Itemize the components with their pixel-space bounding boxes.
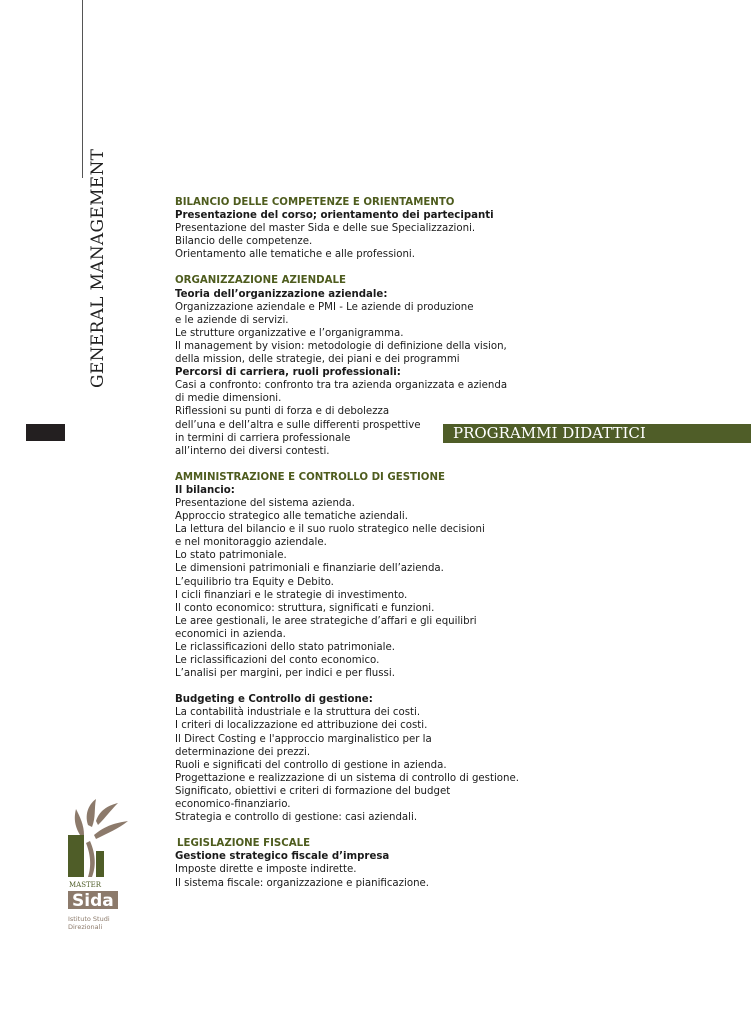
topic-line: Organizzazione aziendale e PMI - Le aziende di produzione — [175, 301, 474, 313]
topic-line: Significato, obiettivi e criteri di formazione del budget — [175, 785, 451, 797]
topic-line: della mission, delle strategie, dei piani e dei programmi — [175, 354, 460, 366]
topic-line: Imposte dirette e imposte indirette. — [175, 864, 357, 876]
sida-logo — [66, 795, 150, 935]
program-section — [175, 274, 520, 457]
topic-line: Le riclassificazioni dello stato patrimoniale. — [175, 642, 395, 653]
topic-line: La contabilità industriale e la struttura dei costi. — [175, 707, 421, 719]
topic-line: Le riclassificazioni del conto economico. — [175, 655, 380, 667]
topic-subheading: Teoria dell’organizzazione aziendale: — [175, 288, 388, 300]
section-heading: BILANCIO DELLE COMPETENZE E ORIENTAMENTO — [175, 197, 455, 208]
topic-line: economici in azienda. — [175, 628, 286, 640]
topic-line: I cicli finanziari e le strategie di investimento. — [175, 589, 408, 601]
topic-line: L’equilibrio tra Equity e Debito. — [175, 576, 334, 588]
program-section — [175, 837, 520, 889]
topic-line: Il conto economico: struttura, significati e funzioni. — [175, 602, 435, 614]
topic-subheading: Presentazione del corso; orientamento dei partecipanti — [175, 210, 494, 222]
topic-line: La lettura del bilancio e il suo ruolo strategico nelle decisioni — [175, 524, 485, 536]
topic-line: Le dimensioni patrimoniali e finanziarie dell’azienda. — [175, 563, 444, 575]
logo-green-bar — [96, 851, 104, 877]
topic-line: Il sistema fiscale: organizzazione e pianificazione. — [175, 877, 430, 889]
vertical-rule — [82, 0, 83, 178]
topic-line: Progettazione e realizzazione di un sistema di controllo di gestione. — [175, 772, 520, 784]
topic-line: I criteri di localizzazione ed attribuzione dei costi. — [175, 720, 428, 732]
topic-line: Riflessioni su punti di forza e di debolezza — [175, 406, 390, 418]
topic-line: Casi a confronto: confronto tra tra azienda organizzata e azienda — [175, 380, 508, 392]
topic-line: Presentazione del master Sida e delle sue Specializzazioni. — [175, 223, 476, 235]
program-section — [175, 196, 520, 261]
logo-line1: Istituto Studi — [68, 915, 110, 923]
topic-line: e nel monitoraggio aziendale. — [175, 537, 327, 549]
topic-line: Le aree gestionali, le aree strategiche d’affari e gli equilibri — [175, 615, 477, 627]
topic-line: e le aziende di servizi. — [175, 314, 289, 326]
page-marker-box — [26, 424, 65, 441]
vertical-section-title: GENERAL MANAGEMENT — [88, 148, 108, 388]
block-spacer — [175, 680, 520, 693]
topic-subheading: Percorsi di carriera, ruoli professionali: — [175, 367, 401, 379]
topic-line: Il Direct Costing e l'approccio marginalistico per la — [175, 733, 432, 745]
topic-line: Il management by vision: metodologie di definizione della vision, — [175, 340, 507, 352]
program-section — [175, 471, 520, 824]
topic-line: dell’una e dell’altra e sulle differenti prospettive — [175, 419, 421, 431]
programmi-banner: PROGRAMMI DIDATTICI — [443, 424, 751, 443]
topic-line: Approccio strategico alle tematiche aziendali. — [175, 511, 408, 523]
topic-line: in termini di carriera professionale — [175, 432, 351, 444]
logo-line2: Direzionali — [68, 923, 103, 931]
topic-subheading: Il bilancio: — [175, 484, 235, 496]
section-heading: ORGANIZZAZIONE AZIENDALE — [175, 275, 346, 287]
topic-subheading: Gestione strategico fiscale d’impresa — [175, 851, 390, 863]
topic-line: determinazione dei prezzi. — [175, 746, 311, 758]
logo-brand-text: Sida — [72, 891, 114, 911]
topic-subheading: Budgeting e Controllo di gestione: — [175, 694, 373, 706]
topic-line: Strategia e controllo di gestione: casi aziendali. — [175, 812, 418, 824]
topic-line: Orientamento alle tematiche e alle professioni. — [175, 249, 415, 261]
topic-line: Bilancio delle competenze. — [175, 236, 313, 248]
topic-line: Lo stato patrimoniale. — [175, 550, 287, 562]
topic-line: economico-finanziario. — [175, 799, 291, 811]
topic-line: Le strutture organizzative e l’organigramma. — [175, 327, 404, 339]
topic-line: di medie dimensioni. — [175, 393, 282, 405]
logo-green-block — [68, 835, 84, 877]
section-heading: AMMINISTRAZIONE E CONTROLLO DI GESTIONE — [175, 471, 445, 483]
topic-line: Presentazione del sistema azienda. — [175, 497, 355, 509]
topic-line: L’analisi per margini, per indici e per flussi. — [175, 668, 395, 680]
topic-line: all’interno dei diversi contesti. — [175, 445, 330, 457]
section-heading: LEGISLAZIONE FISCALE — [177, 838, 311, 850]
program-content — [175, 196, 520, 890]
topic-line: Ruoli e significati del controllo di gestione in azienda. — [175, 759, 447, 771]
logo-master-text: MASTER — [69, 881, 102, 889]
